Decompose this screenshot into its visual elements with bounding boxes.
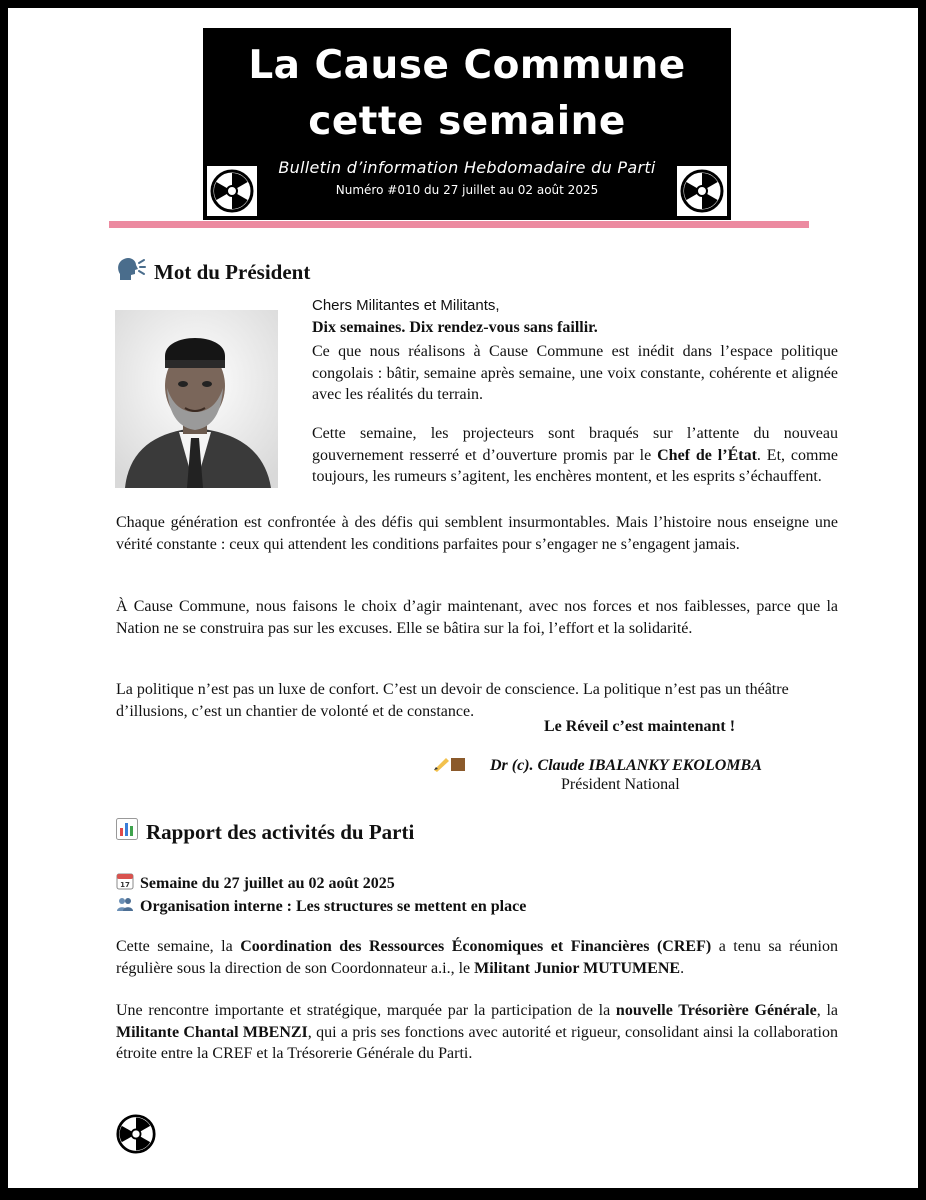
signer-name: Dr (c). Claude IBALANKY EKOLOMBA — [490, 756, 762, 774]
masthead — [203, 28, 731, 220]
president-portrait — [115, 310, 278, 488]
paragraph-2-text: Cette semaine, les projecteurs sont braqués sur l’attente du nouveau gouvernement resserré et d’ouverture promis par le — [312, 425, 838, 464]
masthead-title-line2: cette semaine — [308, 99, 626, 144]
masthead-title-line1: La Cause Commune — [248, 43, 686, 88]
paragraph-2-text-end: . Et, comme toujours, les rumeurs s’agitent, les enchères montent, et les esprits s’échauffent. — [312, 446, 839, 485]
r2-text: Une rencontre importante et stratégique, marquée par la participation de la — [116, 1002, 616, 1019]
pink-divider — [109, 221, 809, 228]
r2-text-mid: , la — [816, 1002, 838, 1019]
party-logo-footer-icon — [116, 1114, 156, 1159]
chef-etat-emphasis: Chef de l’État — [657, 446, 757, 464]
president-paragraph-2 — [312, 423, 838, 488]
report-heading — [116, 818, 414, 846]
org-line-text: Organisation interne : Les structures se mettent en place — [140, 897, 527, 915]
week-line-text: Semaine du 27 juillet au 02 août 2025 — [140, 874, 395, 892]
r1-text-mid: a tenu sa réunion régulière sous la direction de son Coordonnateur a.i., le — [116, 938, 839, 977]
signature-row — [432, 754, 762, 777]
party-logo-right-icon — [677, 166, 727, 216]
tagline: Dix semaines. Dix rendez-vous sans faillir. — [312, 319, 598, 336]
party-logo-left-icon — [207, 166, 257, 216]
masthead-issue-number: Numéro #010 du 27 juillet au 02 août 2025 — [335, 183, 599, 197]
president-paragraph-3: Chaque génération est confrontée à des défis qui semblent insurmontables. Mais l’histoire nous enseigne une vérité constante : ceux qui attendent les conditions parfaites pour s’engager ne s’engagent jamais. — [116, 514, 838, 553]
r1-text-end: . — [680, 959, 685, 977]
report-heading-text: Rapport des activités du Parti — [146, 819, 415, 844]
writing-hand-icon — [432, 754, 468, 777]
org-line — [116, 896, 526, 917]
r1-text: Cette semaine, la — [116, 938, 241, 955]
president-heading — [116, 256, 310, 288]
president-paragraph-5: La politique n’est pas un luxe de confort. C’est un devoir de conscience. La politique n’est pas un théâtre d’illusions, c’est un chantier de volonté et de constance. — [116, 681, 789, 720]
week-line — [116, 872, 395, 895]
treasurer-title: nouvelle Trésorière Générale — [615, 1002, 817, 1019]
speaking-head-icon — [116, 256, 146, 288]
salutation: Chers Militantes et Militants, — [312, 297, 500, 314]
calendar-icon — [116, 872, 134, 895]
president-paragraph-1: Ce que nous réalisons à Cause Commune est inédit dans l’espace politique congolais : bâtir, semaine après semaine, une voix constante, cohérente et alignée avec les réalités du terrain. — [312, 343, 838, 403]
masthead-subtitle: Bulletin d’information Hebdomadaire du Parti — [278, 158, 656, 177]
report-paragraph-1 — [116, 936, 838, 979]
signer-role: Président National — [561, 776, 680, 793]
president-heading-text: Mot du Président — [154, 259, 311, 284]
treasurer-name: Militante Chantal MBENZI — [116, 1023, 308, 1041]
r2-text-end: , qui a pris ses fonctions avec autorité et rigueur, consolidant ainsi la collaboration étroite entre la CREF et la Trésorerie Générale du Parti. — [116, 1023, 839, 1062]
cref-name: Coordination des Ressources Économiques et Financières (CREF) — [240, 938, 712, 955]
svg-text:17: 17 — [120, 881, 130, 889]
report-paragraph-2 — [116, 1000, 838, 1065]
people-icon — [116, 896, 134, 917]
bulletin-page — [8, 8, 918, 1188]
coordinator-name: Militant Junior MUTUMENE — [474, 959, 681, 977]
slogan: Le Réveil c’est maintenant ! — [544, 718, 736, 735]
president-paragraph-4: À Cause Commune, nous faisons le choix d’agir maintenant, avec nos forces et nos faiblesses, parce que la Nation ne se construira pas sur les excuses. Elle se bâtira sur la foi, l’effort et la solidarité. — [116, 598, 838, 637]
bar-chart-icon — [116, 818, 138, 846]
